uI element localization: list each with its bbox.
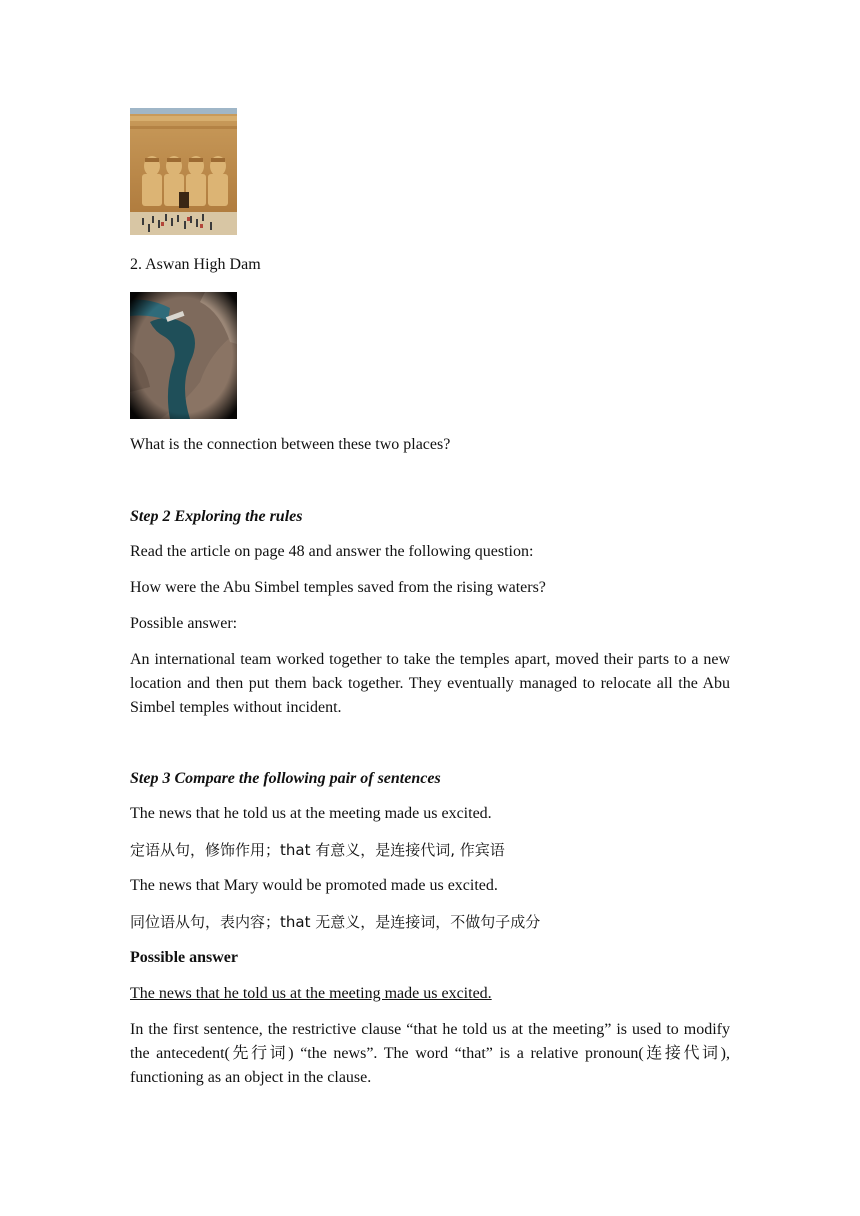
step-3-sentence-1: The news that he told us at the meeting made us excited. bbox=[130, 805, 492, 822]
step-3-note-1: 定语从句，修饰作用；that 有意义，是连接代词, 作宾语 bbox=[130, 841, 505, 859]
item-2-label: 2. Aswan High Dam bbox=[130, 256, 261, 273]
step-2-question: How were the Abu Simbel temples saved from the rising waters? bbox=[130, 579, 546, 596]
step-2-instruction: Read the article on page 48 and answer the following question: bbox=[130, 543, 534, 560]
step-3-note-2: 同位语从句，表内容；that 无意义，是连接词，不做句子成分 bbox=[130, 913, 541, 931]
step-2-answer: An international team worked together to take the temples apart, moved their parts to a new location and then put them back together. They eventually managed to relocate all the Abu Simbel temples without incident. bbox=[130, 651, 730, 716]
step-2-answer-label: Possible answer: bbox=[130, 615, 238, 632]
page-content bbox=[130, 108, 730, 1090]
step-3-sentence-2: The news that Mary would be promoted made us excited. bbox=[130, 877, 498, 894]
aswan-high-dam-aerial-photo bbox=[130, 292, 237, 419]
step-3-explanation: In the first sentence, the restrictive clause “that he told us at the meeting” is used to modify the antecedent(先行词) “the news”. The word “that” is a relative pronoun(连接代词), functioning as an object in the clause. bbox=[130, 1021, 730, 1086]
step-3-answer-sentence: The news that he told us at the meeting made us excited. bbox=[130, 985, 492, 1002]
step-3-answer-heading: Possible answer bbox=[130, 949, 238, 966]
step-3-heading: Step 3 Compare the following pair of sentences bbox=[130, 770, 441, 787]
step-2-heading: Step 2 Exploring the rules bbox=[130, 508, 303, 525]
question-connection: What is the connection between these two places? bbox=[130, 436, 451, 453]
abu-simbel-temple-photo bbox=[130, 108, 237, 235]
